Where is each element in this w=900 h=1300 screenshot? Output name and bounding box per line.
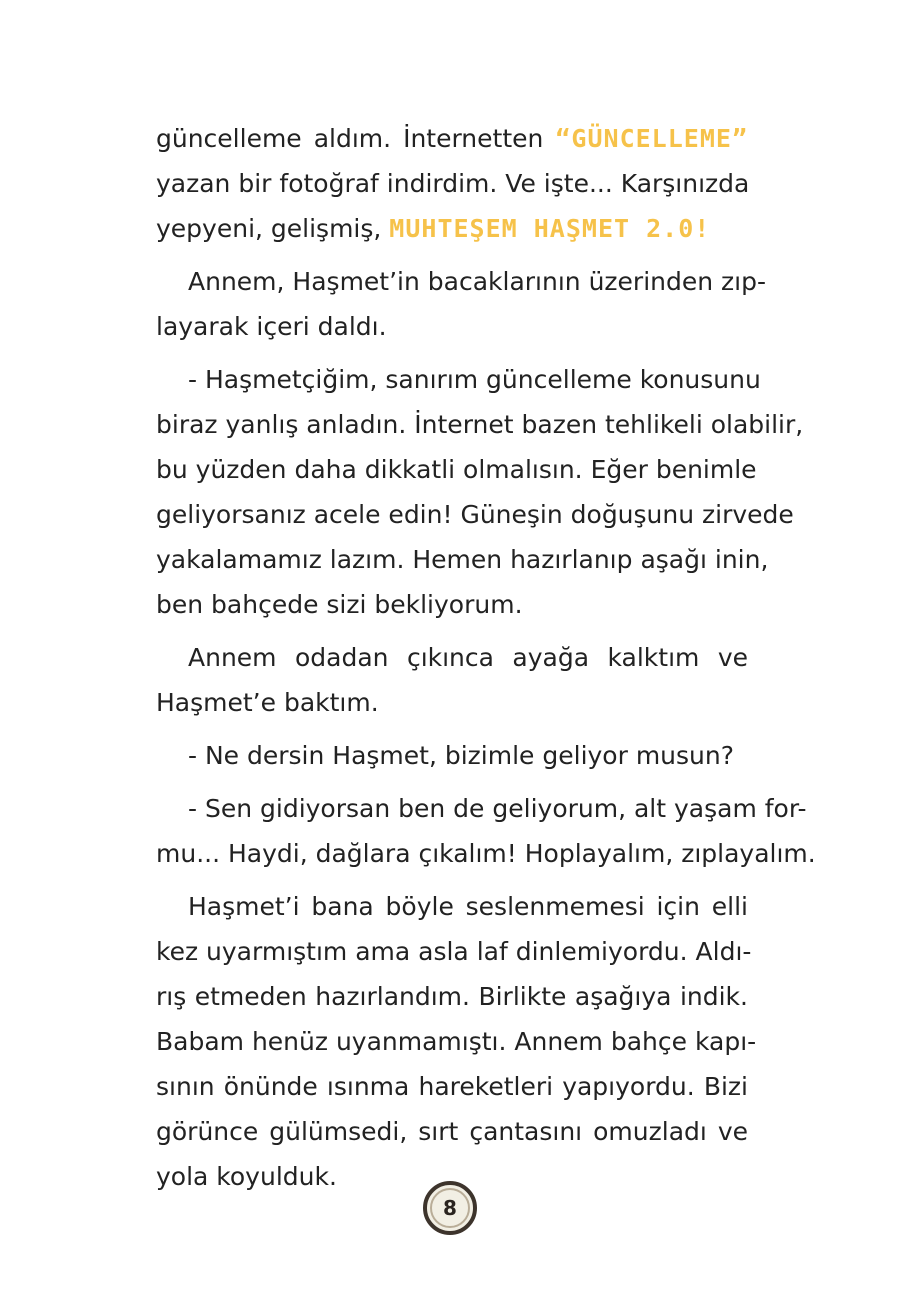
text-line <box>156 492 794 537</box>
paragraph <box>156 635 748 725</box>
text-line <box>156 831 816 876</box>
text-segment: Annem odadan çıkınca ayağa kalktım ve <box>188 643 748 672</box>
text-line <box>156 929 752 974</box>
text-segment: - Ne dersin Haşmet, bizimle geliyor musun? <box>188 741 735 770</box>
text-segment: ben bahçede sizi bekliyorum. <box>156 590 523 619</box>
text-line <box>156 786 807 831</box>
text-line <box>156 1019 757 1064</box>
text-line <box>156 680 748 725</box>
text-segment: rış etmeden hazırlandım. Birlikte aşağıya indik. <box>156 982 748 1011</box>
paragraph <box>156 733 748 778</box>
text-segment: biraz yanlış anladın. İnternet bazen tehlikeli olabilir, <box>156 410 804 439</box>
text-segment: - Sen gidiyorsan ben de geliyorum, alt yaşam for- <box>188 794 807 823</box>
text-line <box>156 974 748 1019</box>
text-segment: Babam henüz uyanmamıştı. Annem bahçe kapı- <box>156 1027 757 1056</box>
page-number-badge <box>423 1181 477 1235</box>
paragraph <box>156 884 757 1199</box>
text-segment: yakalamamız lazım. Hemen hazırlanıp aşağı inin, <box>156 545 769 574</box>
text-segment: sının önünde ısınma hareketleri yapıyordu. Bizi <box>156 1072 748 1101</box>
paragraph <box>156 116 748 251</box>
text-line <box>156 733 748 778</box>
text-segment: güncelleme aldım. İnternetten <box>156 124 556 153</box>
highlighted-title: MUHTEŞEM HAŞMET 2.0! <box>389 214 711 243</box>
text-line <box>156 402 804 447</box>
text-segment: kez uyarmıştım ama asla laf dinlemiyordu. Aldı- <box>156 937 752 966</box>
text-line <box>156 116 748 161</box>
text-segment: yazan bir fotoğraf indirdim. Ve işte... Karşınızda <box>156 169 750 198</box>
book-page-text <box>156 116 816 1207</box>
text-segment: mu... Haydi, dağlara çıkalım! Hoplayalım, zıplayalım. <box>156 839 816 868</box>
text-line <box>156 635 748 680</box>
text-line <box>156 206 748 251</box>
text-segment: bu yüzden daha dikkatli olmalısın. Eğer benimle <box>156 455 757 484</box>
text-segment: görünce gülümsedi, sırt çantasını omuzladı ve <box>156 1117 748 1146</box>
text-line <box>156 304 748 349</box>
page-number: 8 <box>443 1196 457 1220</box>
text-line <box>156 1109 748 1154</box>
text-segment: Haşmet’i bana böyle seslenmemesi için elli <box>188 892 748 921</box>
paragraph <box>156 357 804 627</box>
text-line <box>156 537 769 582</box>
text-line <box>156 161 748 206</box>
paragraph <box>156 259 767 349</box>
text-segment: yola koyulduk. <box>156 1162 337 1191</box>
text-segment: Haşmet’e baktım. <box>156 688 379 717</box>
text-segment: - Haşmetçiğim, sanırım güncelleme konusunu <box>188 365 761 394</box>
text-segment: yepyeni, gelişmiş, <box>156 214 390 243</box>
text-segment: geliyorsanız acele edin! Güneşin doğuşunu zirvede <box>156 500 794 529</box>
text-line <box>156 259 767 304</box>
text-segment: Annem, Haşmet’in bacaklarının üzerinden zıp- <box>188 267 767 296</box>
text-line <box>156 884 748 929</box>
text-line <box>156 1064 748 1109</box>
text-line <box>156 447 757 492</box>
text-line <box>156 357 761 402</box>
paragraph <box>156 786 816 876</box>
text-segment: layarak içeri daldı. <box>156 312 387 341</box>
text-line <box>156 582 748 627</box>
highlighted-title: “GÜNCELLEME” <box>555 124 748 153</box>
